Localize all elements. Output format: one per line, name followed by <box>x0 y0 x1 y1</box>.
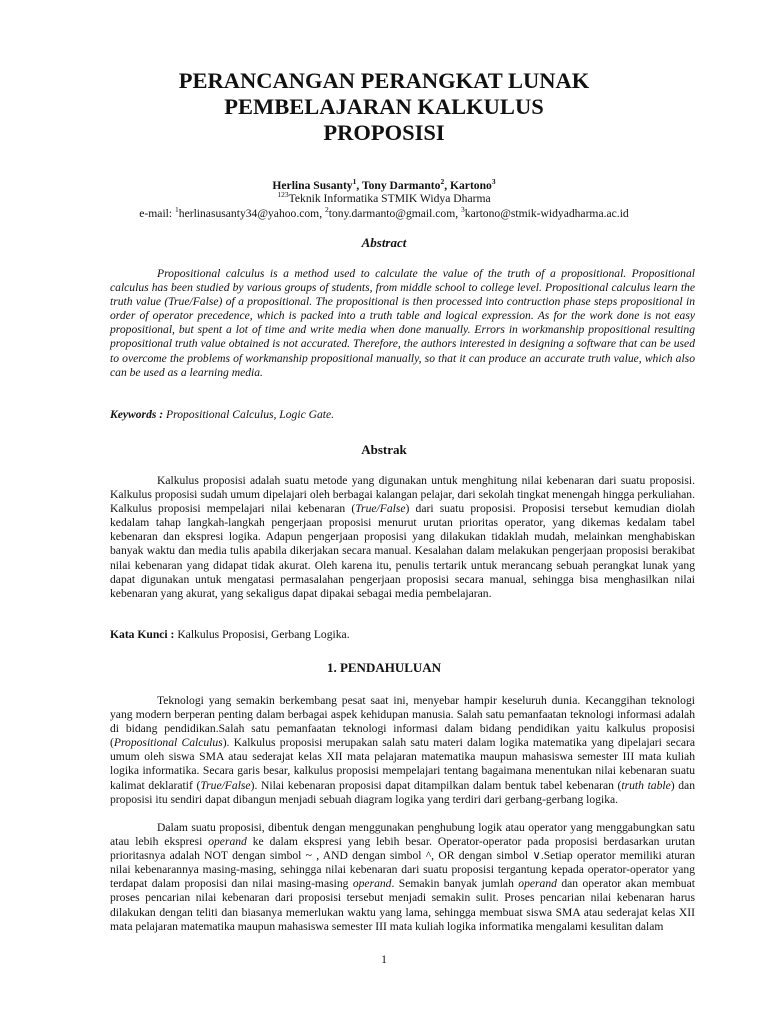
kata-kunci <box>110 628 695 642</box>
italic-term: True/False <box>200 778 251 792</box>
abstrak-text <box>110 474 695 601</box>
email-label: e-mail: <box>139 207 176 220</box>
abstrak-heading: Abstrak <box>361 442 407 457</box>
paragraph-text: ). Nilai kebenaran proposisi dapat ditampilkan dalam bentuk tabel kebenaran ( <box>250 778 622 792</box>
email-sup-2: 2 <box>325 205 329 215</box>
italic-term: truth table <box>621 778 671 792</box>
affiliation-text: Teknik Informatika STMIK Widya Dharma <box>288 192 491 205</box>
abstrak-text-part: ) dari suatu proposisi. Proposisi tersebut kemudian diolah kedalam tahap langkah-langkah pengerjaan proposisi menurut urutan prioritas operator, yang dikemas kedalam tabel kebenaran dan ekspresi logika. Adapun pengerjaan proposisi yang dilakukan tidaklah mudah, melainkan menghabiskan banyak waktu dan media tulis apabila dikerjakan secara manual. Kesalahan dalam melakukan pengerjaan proposisi berakibat nilai kebenaran yang didapat tidak akurat. Oleh karena itu, penulis tertarik untuk merancang sebuah perangkat lunak yang dapat digunakan untuk mengatasi permasalahan pengerjaan proposisi secara manual, sehingga bisa menghasilkan nilai kebenaran yang akurat, yang sekaligus dapat dipakai sebagai media pembelajaran. <box>110 502 695 600</box>
email-line <box>0 207 768 221</box>
author-1: Herlina Susanty <box>272 179 353 192</box>
keywords-value: Propositional Calculus, Logic Gate. <box>166 408 335 421</box>
author-1-sup: 1 <box>352 177 357 187</box>
keywords-label: Keywords : <box>110 408 167 421</box>
paragraph-text: . Semakin banyak jumlah <box>391 877 519 891</box>
kata-kunci-label: Kata Kunci : <box>110 628 178 641</box>
title-line-1: PERANCANGAN PERANGKAT LUNAK <box>178 68 590 93</box>
paragraph-text: Dalam suatu proposisi, dibentuk dengan menggunakan penghubung logik atau operator yang menggabungkan satu atau lebih ekspresi <box>110 821 695 849</box>
paragraph-text: Teknologi yang semakin berkembang pesat saat ini, menyebar hampir keseluruh dunia. Kecanggihan teknologi yang modern berperan penting dalam berbagai aspek kehidupan manusia. Salah satu pemanfaatan teknologi informasi adalah di bidang pendidikan.Salah satu pemanfaatan teknologi informasi dalam bidang pendidikan yaitu kalkulus proposisi ( <box>110 694 695 750</box>
abstrak-text-part: Kalkulus proposisi adalah suatu metode yang digunakan untuk menghitung nilai kebenaran dari suatu proposisi. Kalkulus proposisi sudah umum dipelajari oleh berbagai kalangan pelajar, dari sekolah tingkat menengah hingga perkuliahan. Kalkulus proposisi mempelajari nilai kebenaran ( <box>110 474 695 516</box>
paragraph-text: dan operator akan membuat proses pencarian nilai kebenaran dari proposisi tersebut menjadi semakin sulit. Proses pencarian nilai kebenaran harus dilakukan dengan teliti dan biasanya memerlukan waktu yang lama, sehingga membuat siswa SMA atau sederajat kelas XII mata pelajaran matematika maupun mahasiswa semester III mata kuliah logika informatika mengalami kesulitan dalam <box>110 877 695 933</box>
italic-term: operand <box>518 877 557 891</box>
abstrak-italic-term: True/False <box>355 502 406 516</box>
email-2: tony.darmanto@gmail.com, <box>328 207 462 220</box>
title-line-3: PROPOSISI <box>323 120 445 145</box>
italic-term: operand <box>208 835 247 849</box>
author-separator: , <box>444 179 450 192</box>
author-2-sup: 2 <box>440 177 445 187</box>
paragraph-text: ). Kalkulus proposisi merupakan salah satu materi dalam logika matematika yang dipelajari secara umum oleh siswa SMA atau sederajat kelas XII mata pelajaran matematika maupun mahasiswa semester III mata kuliah logika informatika. Secara garis besar, kalkulus proposisi mempelajari tentang bagaimana menentukan nilai kebenaran suatu kalimat deklaratif ( <box>110 736 695 792</box>
email-sup-1: 1 <box>175 205 179 215</box>
email-1: herlinasusanty34@yahoo.com, <box>178 207 325 220</box>
italic-term: Propositional Calculus <box>113 736 223 750</box>
author-2: Tony Darmanto <box>361 179 441 192</box>
title-line-2: PEMBELAJARAN KALKULUS <box>224 94 544 119</box>
email-sup-3: 3 <box>461 205 465 215</box>
keywords <box>110 408 695 422</box>
author-separator: , <box>356 179 362 192</box>
author-list <box>0 179 768 193</box>
page-number: 1 <box>381 953 387 966</box>
author-3-sup: 3 <box>491 177 496 187</box>
affiliation-sup: 123 <box>277 190 289 200</box>
paragraph-text: ke dalam ekspresi yang lebih besar. Operator-operator pada proposisi berdasarkan urutan prioritasnya adalah NOT dengan simbol ~ , AND dengan simbol ^, OR dengan simbol ∨.Setiap operator memiliki aturan nilai kebenarannya masing-masing, sehingga nilai kebenaran dari suatu proposisi tergantung kepada operator-operator yang terdapat dalam proposisi dan nilai masing-masing <box>110 835 695 891</box>
paragraph-text: ) dan proposisi itu sendiri dapat dibangun menjadi sebuah diagram logika yang terdiri dari gerbang-gerbang logika. <box>110 778 695 806</box>
abstract-heading: Abstract <box>361 235 407 250</box>
email-3: kartono@stmik-widyadharma.ac.id <box>464 207 629 220</box>
section-heading-pendahuluan: 1. PENDAHULUAN <box>326 660 442 675</box>
body-paragraph-2 <box>110 821 695 934</box>
abstract-text: Propositional calculus is a method used to calculate the value of the truth of a propositional. Propositional calculus has been studied by various groups of students, from middle school to college level. Propositional calculus learn the truth value (True/False) of a propositional. The propositional is then processed into contruction phase steps propositional in order of operator precedence, which is packed into a truth table and logical expression. As for the work done is not easy propositional, but spent a lot of time and write media when done manually. Errors in workmanship propositional resulting propositional truth value obtained is not accurated. Therefore, the authors interested in designing a software that can be used to overcome the problems of workmanship propositional manually, so that it can produce an accurate truth value, which also can be used as a learning media. <box>110 267 695 379</box>
paper-title <box>0 68 768 146</box>
kata-kunci-value: Kalkulus Proposisi, Gerbang Logika. <box>177 628 350 641</box>
italic-term: operand <box>352 877 392 891</box>
body-paragraph-1 <box>110 694 695 807</box>
affiliation <box>0 192 768 206</box>
author-3: Kartono <box>449 179 492 192</box>
